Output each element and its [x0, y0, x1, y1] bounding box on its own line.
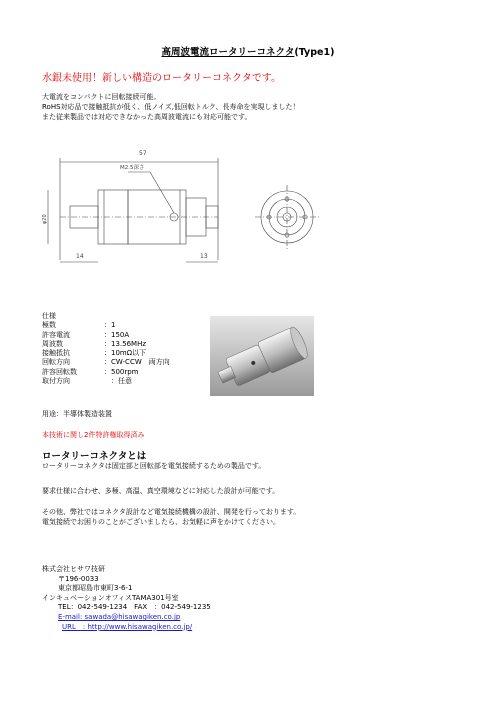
spec-row: 接触抵抗 ：10mΩ以下: [42, 349, 147, 358]
spec-row: 周波数 ：13.56MHz: [42, 339, 147, 348]
dim-right: 13: [200, 253, 208, 260]
company-address: 東京都昭島市東町3-6-1: [58, 584, 133, 593]
patent-text: 本技術に関し2件特許権取得済み: [42, 431, 145, 439]
section-heading: ロータリーコネクタとは: [42, 451, 147, 462]
document-title: [0, 44, 496, 58]
intro-line: RoHS対応品で接触抵抗が低く、低ノイズ,低回転トルク、長寿命を実現しました！: [42, 103, 300, 111]
headline: 水銀未使用！新しい構造のロータリーコネクタです。: [42, 73, 281, 84]
company-zip: 〒196-0033: [58, 574, 99, 583]
spec-row: 極数 ：1: [42, 321, 116, 330]
callout-label: M2.5深さ: [120, 165, 145, 171]
usage-text: 用途：半導体製造装置: [42, 410, 112, 418]
about-paragraph: その他、弊社ではコネクタ設計など電気接続機構の設計、開発を行っております。 電気接続でお困りのことがございましたら、お気軽に声をかけてください。: [42, 508, 301, 526]
company-info: [42, 565, 211, 632]
email-link[interactable]: E-mail: sawada@hisawagiken.co.jp: [58, 612, 181, 621]
spec-heading: 仕様: [42, 312, 56, 320]
title-sub: (Type1): [294, 47, 335, 58]
dim-total: 57: [139, 150, 147, 157]
company-phone: TEL：042-549-1234 FAX ：042-549-1235: [58, 603, 211, 612]
intro-text: [42, 92, 300, 122]
about-paragraph: ロータリーコネクタは固定部と回転部を電気接続するための製品です。: [42, 462, 266, 470]
spec-row: 回転方向 ：CW-CCW 両方向: [42, 358, 170, 367]
spec-section: [42, 312, 170, 386]
intro-line: また従来製品では対応できなかった高周波電流にも対応可能です。: [42, 113, 252, 121]
spec-row: 許容電流 ：150A: [42, 330, 130, 339]
dim-left: 14: [76, 253, 84, 260]
website-link[interactable]: URL : http://www.hisawagiken.co.jp/: [62, 622, 193, 631]
spec-row: 許容回転数 ：500rpm: [42, 367, 139, 376]
company-office: インキュベーションオフィスTAMA301号室: [42, 593, 179, 602]
spec-row: 取付方向 ：任意: [42, 377, 132, 386]
company-name: 株式会社ヒサワ技研: [42, 565, 105, 573]
dia-label: φ20: [42, 214, 48, 224]
about-paragraph: 要求仕様に合わせ、多極、高温、真空環境などに対応した設計が可能です。: [42, 487, 280, 495]
title-main: 高周波電流ロータリーコネクタ: [161, 47, 295, 58]
product-photo: [210, 316, 314, 396]
technical-drawing: [40, 140, 360, 280]
intro-line: 大電流をコンパクトに回転接続可能。: [42, 93, 161, 101]
